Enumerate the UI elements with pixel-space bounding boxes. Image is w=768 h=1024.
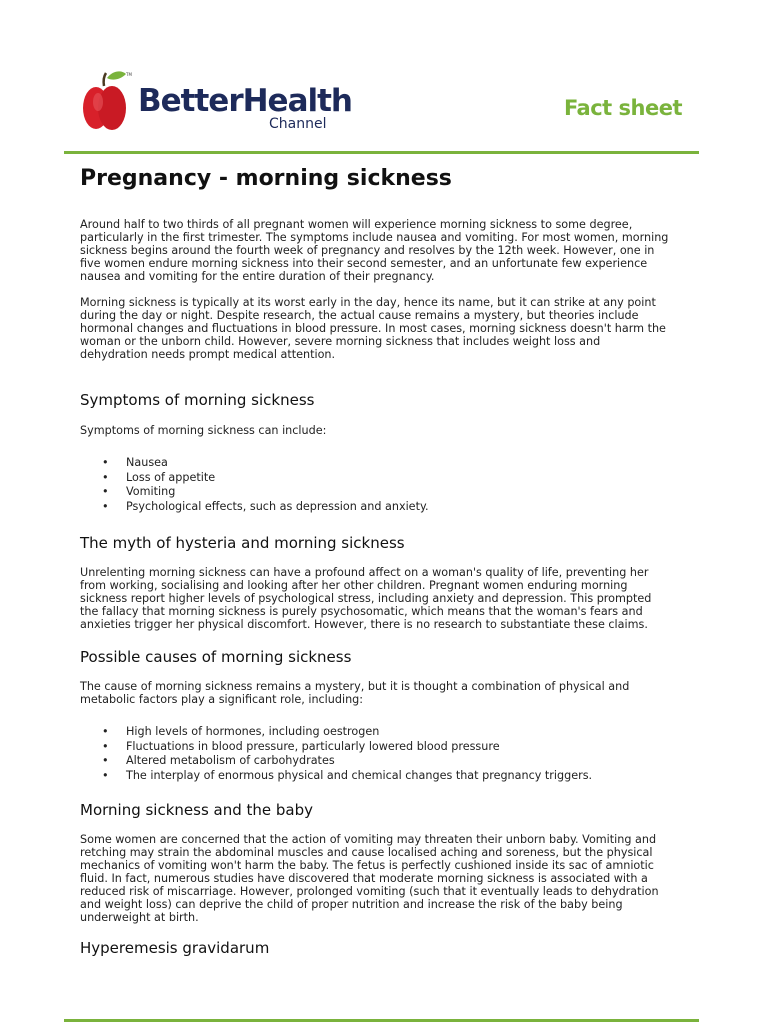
bullet-icon: •	[102, 768, 109, 782]
intro-paragraph-1: Around half to two thirds of all pregnant women will experience morning sickness to some degree, particularly in the first trimester. The symptoms include nausea and vomiting. For most women, morning sickness begins around the fourth week of pregnancy and resolves by the 12th week. However, one in five women endure morning sickness into their second semester, and an unfortunate few experience nausea and vomiting for the entire duration of their pregnancy.	[80, 218, 669, 283]
list-item: • The interplay of enormous physical and chemical changes that pregnancy triggers.	[102, 768, 593, 782]
list-item: • Fluctuations in blood pressure, particularly lowered blood pressure	[102, 739, 500, 753]
document-body	[80, 164, 670, 958]
baby-heading: Morning sickness and the baby	[80, 801, 314, 819]
apple-icon	[82, 68, 134, 134]
myth-heading: The myth of hysteria and morning sickness	[80, 534, 405, 552]
bullet-icon: •	[102, 470, 109, 484]
hyperemesis-heading: Hyperemesis gravidarum	[80, 939, 270, 957]
list-item: • High levels of hormones, including oestrogen	[102, 725, 380, 738]
list-item: • Nausea	[102, 456, 168, 469]
trademark-mark: TM	[126, 72, 132, 77]
better-health-logo	[82, 68, 362, 138]
intro-paragraph-2: Morning sickness is typically at its worst early in the day, hence its name, but it can strike at any point during the day or night. Despite research, the actual cause remains a mystery, but theories include hormonal changes and fluctuations in blood pressure. In most cases, morning sickness doesn't harm the woman or the unborn child. However, severe morning sickness that includes weight loss and dehydration needs prompt medical attention.	[80, 296, 666, 361]
page-header	[82, 68, 682, 138]
header-divider	[64, 151, 699, 154]
causes-lead: The cause of morning sickness remains a mystery, but it is thought a combination of physical and metabolic factors play a significant role, including:	[80, 680, 630, 706]
causes-list	[80, 725, 670, 783]
page-title: Pregnancy - morning sickness	[80, 166, 452, 191]
bullet-icon: •	[102, 499, 109, 513]
bullet-icon: •	[102, 485, 109, 498]
bullet-icon: •	[102, 739, 109, 753]
footer-divider	[64, 1019, 699, 1022]
fact-sheet-label: Fact sheet	[563, 96, 682, 120]
bullet-icon: •	[102, 754, 109, 767]
causes-heading: Possible causes of morning sickness	[80, 648, 352, 666]
brand-name: BetterHealth	[138, 83, 353, 119]
bullet-icon: •	[102, 725, 109, 738]
brand-subtitle: Channel	[269, 116, 327, 132]
myth-paragraph: Unrelenting morning sickness can have a profound affect on a woman's quality of life, preventing her from working, socialising and looking after her other children. Pregnant women enduring morning sickness report higher levels of psychological stress, including anxiety and depression. This prompted the fallacy that morning sickness is purely psychosomatic, which means that the woman's fears and anxieties trigger her physical discomfort. However, there is no research to substantiate these claims.	[80, 566, 652, 631]
list-item: • Vomiting	[102, 485, 176, 498]
bullet-icon: •	[102, 456, 109, 469]
list-item: • Psychological effects, such as depression and anxiety.	[102, 499, 429, 513]
symptoms-heading: Symptoms of morning sickness	[80, 391, 315, 409]
symptoms-list	[80, 456, 670, 514]
list-item: • Loss of appetite	[102, 470, 216, 484]
baby-paragraph: Some women are concerned that the action of vomiting may threaten their unborn baby. Vomiting and retching may strain the abdominal muscles and cause localised aching and soreness, but the physical mechanics of vomiting won't harm the baby. The fetus is perfectly cushioned inside its sac of amniotic fluid. In fact, numerous studies have discovered that moderate morning sickness is associated with a reduced risk of miscarriage. However, prolonged vomiting (such that it eventually leads to dehydration and weight loss) can deprive the child of proper nutrition and increase the risk of the baby being underweight at birth.	[80, 833, 659, 924]
list-item: • Altered metabolism of carbohydrates	[102, 754, 335, 767]
symptoms-lead: Symptoms of morning sickness can include:	[80, 424, 327, 437]
